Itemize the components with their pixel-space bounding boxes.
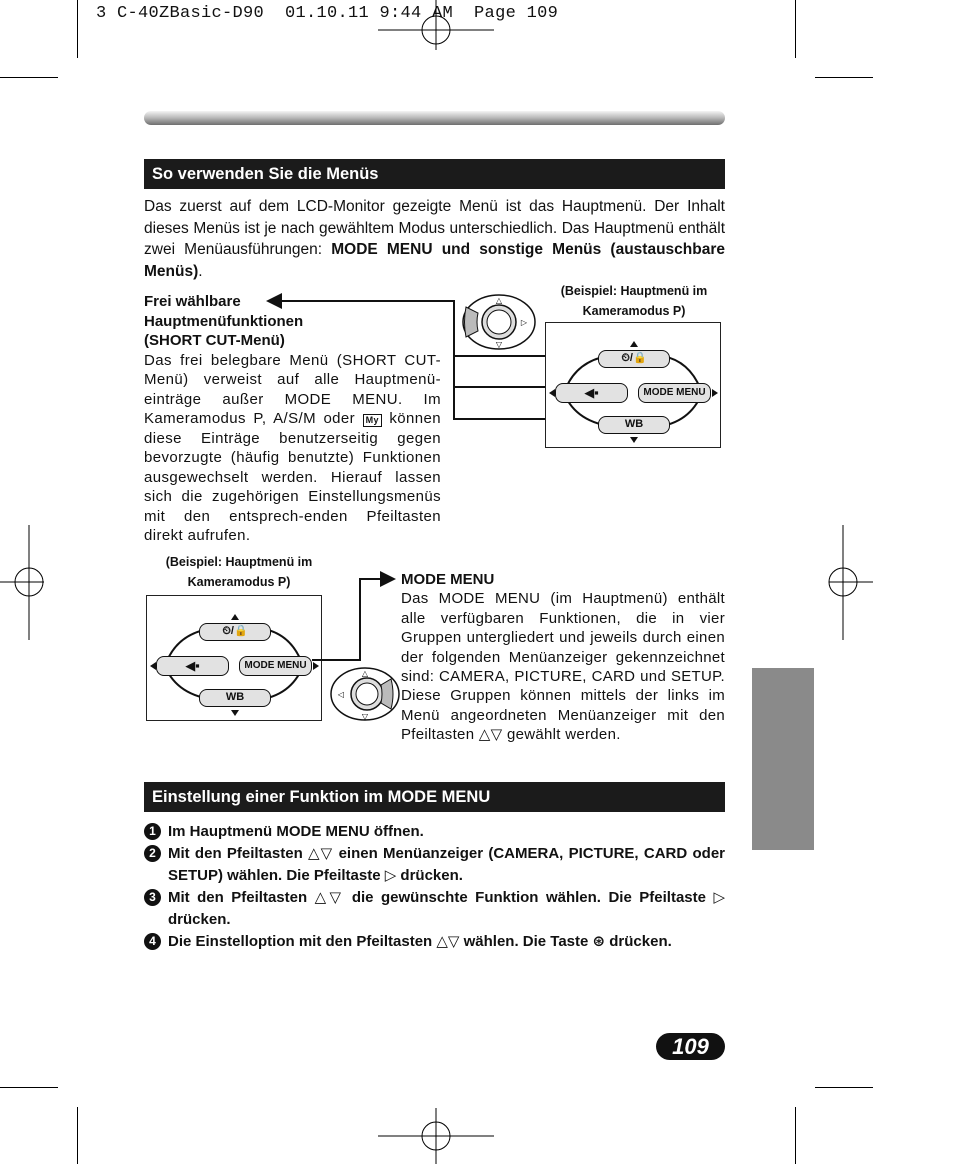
self-timer-lock-item: ⏲/🔒 (199, 623, 271, 641)
modemenu-body: Das MODE MENU (im Hauptmenü) enthält alle verfügbaren Funktionen, die in vier Gruppen untergliedert und jeweils durch einen der folgenden Menüanzeiger gekennzeichnet sind: CAMERA, PICTURE, CARD und SETUP. Diese Gruppen können mittels der links im Menü angeordneten Menüanzeiger mit den Pfeiltasten △▽ gewählt werden. (401, 590, 725, 744)
self-timer-lock-item: ⏲/🔒 (598, 350, 670, 368)
step-number: 2 (144, 845, 161, 862)
my-mode-icon: My (363, 414, 382, 427)
svg-text:▽: ▽ (495, 340, 503, 349)
section-divider-bar (144, 111, 725, 125)
caption-top (545, 281, 723, 321)
step-text: Mit den Pfeiltasten △▽ einen Menüanzeiger (CAMERA, PICTURE, CARD oder SETUP) wählen. Die Pfeiltaste ▷ drücken. (168, 845, 725, 884)
modemenu-connector-line (310, 568, 400, 668)
list-item (144, 821, 725, 843)
shortcut-text-a: Das frei belegbare Menü (SHORT CUT-Menü) verweist auf alle Hauptmenü-einträge außer MODE MENU. Im Kameramodus P, A/S/M oder (144, 351, 441, 427)
caption-bottom (146, 552, 332, 592)
intro-end: . (198, 262, 203, 280)
arrow-pad-icon (325, 665, 405, 723)
intro-paragraph (144, 196, 725, 282)
caption-top-line1: (Beispiel: Hauptmenü im (560, 284, 708, 298)
shortcut-title-line3: (SHORT CUT-Menü) (144, 332, 285, 349)
page-number: 109 (656, 1033, 725, 1060)
list-item (144, 843, 725, 887)
step-text: Die Einstelloption mit den Pfeiltasten △▽ wählen. Die Taste ⊛ drücken. (168, 933, 672, 950)
shortcut-title-line1: Frei wählbare (144, 293, 241, 310)
shortcut-text-b: können diese Einträge benutzerseitig gegen bevorzugte (häufig benutzte) Funktionen ausgewechselt werden. Hierauf lassen sich die zugehörigen Einstellungsmenüs mit den entsprech-enden Pfeiltasten direkt aufrufen. (144, 410, 441, 544)
print-header: 3 C-40ZBasic-D90 01.10.11 9:44 AM Page 109 (96, 4, 559, 23)
list-item (144, 887, 725, 931)
wb-item: WB (598, 416, 670, 434)
caption-bottom-line2: Kameramodus P) (187, 575, 291, 589)
intro-bold-text: MODE MENU und sonstige Menüs (austauschbare Menüs) (144, 241, 725, 280)
wb-item: WB (199, 689, 271, 707)
steps-list (144, 821, 725, 953)
modemenu-description (401, 570, 725, 745)
intro-text: Das zuerst auf dem LCD-Monitor gezeigte Menü ist das Hauptmenü. Der Inhalt dieses Menüs ist je nach gewähltem Modus unterschiedlich. Das Hauptmenü enthält zwei Menüausführungen: (144, 198, 725, 258)
caption-bottom-line1: (Beispiel: Hauptmenü im (165, 555, 313, 569)
menu-tab-icon: ◀▪ (156, 656, 229, 676)
modemenu-title: MODE MENU (401, 571, 495, 588)
step-number: 4 (144, 933, 161, 950)
mode-menu-item: MODE MENU (638, 383, 711, 403)
svg-text:△: △ (495, 296, 503, 305)
step-text: Im Hauptmenü MODE MENU öffnen. (168, 823, 424, 840)
svg-text:△: △ (361, 669, 369, 678)
menu-tab-icon: ◀▪ (555, 383, 628, 403)
lcd-diagram-top (545, 322, 721, 448)
list-item (144, 931, 725, 953)
step-number: 1 (144, 823, 161, 840)
lcd-diagram-bottom (146, 595, 322, 721)
step-text: Mit den Pfeiltasten △▽ die gewünschte Funktion wählen. Die Pfeiltaste ▷ drücken. (168, 889, 725, 928)
mode-menu-item: MODE MENU (239, 656, 312, 676)
svg-text:▷: ▷ (520, 318, 528, 327)
arrow-pad-icon (454, 293, 544, 353)
section-heading-mode-menu: Einstellung einer Funktion im MODE MENU (144, 782, 725, 812)
shortcut-title-line2: Hauptmenüfunktionen (144, 312, 304, 330)
caption-top-line2: Kameramodus P) (582, 304, 686, 318)
svg-text:◁: ◁ (337, 690, 345, 699)
svg-text:▽: ▽ (361, 712, 369, 721)
step-number: 3 (144, 889, 161, 906)
section-heading-menus: So verwenden Sie die Menüs (144, 159, 725, 189)
chapter-side-tab (752, 668, 814, 850)
